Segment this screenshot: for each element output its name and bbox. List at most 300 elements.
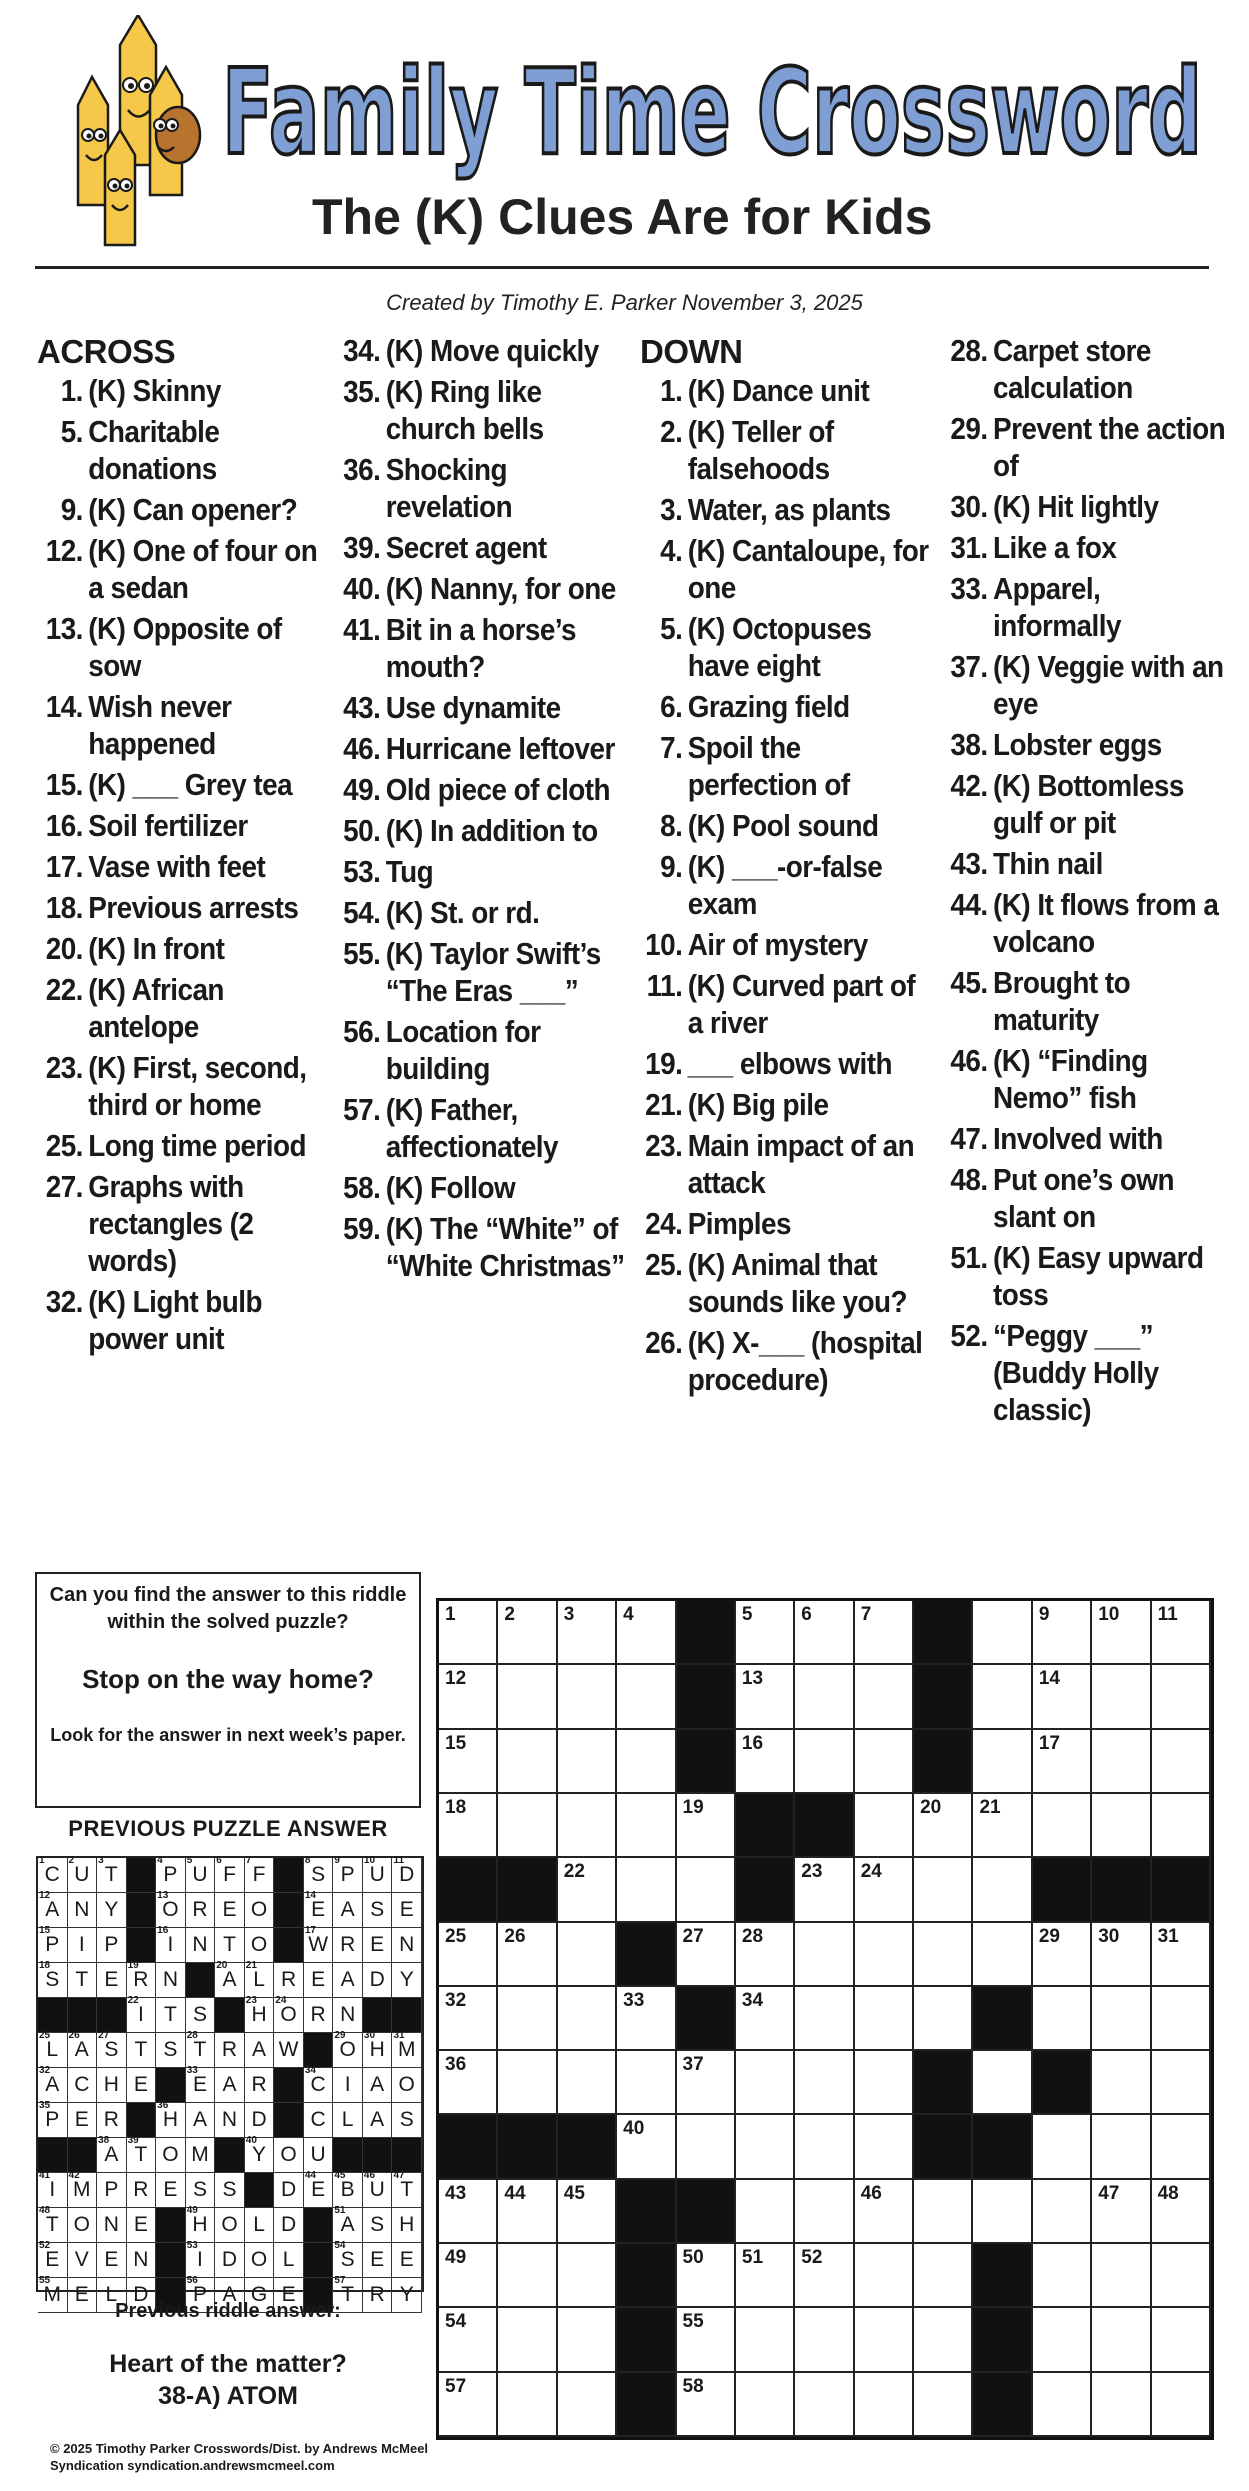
- grid-cell[interactable]: [855, 2051, 914, 2115]
- grid-cell[interactable]: [914, 1794, 973, 1858]
- grid-cell[interactable]: [439, 1794, 498, 1858]
- prev-grid-letter: P: [163, 1863, 178, 1886]
- cell-number: 14: [1038, 1668, 1060, 1690]
- clue: [338, 373, 631, 447]
- cell-number: 23: [801, 1861, 823, 1883]
- grid-cell[interactable]: [439, 2244, 498, 2308]
- prev-grid-cell: [274, 2173, 304, 2208]
- grid-cell[interactable]: [677, 1858, 736, 1922]
- prev-grid-letter: N: [221, 2108, 238, 2131]
- prev-grid-letter: R: [221, 2038, 238, 2061]
- cell-number: 10: [1098, 1604, 1120, 1625]
- clue-text: Location for building: [385, 1014, 541, 1086]
- prev-grid-letter: R: [369, 2283, 385, 2306]
- prev-cell-number: 45: [334, 2170, 346, 2181]
- grid-cell[interactable]: [558, 2051, 617, 2115]
- grid-cell[interactable]: [677, 1923, 736, 1987]
- grid-cell[interactable]: [1092, 1987, 1151, 2051]
- grid-cell[interactable]: [914, 1987, 973, 2051]
- grid-cell[interactable]: [677, 2373, 736, 2437]
- grid-cell[interactable]: [439, 1665, 498, 1729]
- clue: [640, 688, 933, 725]
- grid-cell[interactable]: [855, 1923, 914, 1987]
- grid-cell[interactable]: [439, 2373, 498, 2437]
- grid-cell[interactable]: [498, 1794, 557, 1858]
- grid-cell[interactable]: [498, 2373, 557, 2437]
- grid-block: [914, 2115, 973, 2179]
- grid-cell[interactable]: [973, 2051, 1032, 2115]
- cell-number: 57: [445, 2375, 467, 2397]
- grid-cell[interactable]: [736, 1923, 795, 1987]
- prev-grid-letter: E: [45, 2248, 60, 2271]
- grid-cell[interactable]: [795, 1923, 854, 1987]
- prev-grid-cell: [97, 1893, 127, 1928]
- clue-text: Water, as plants: [687, 492, 891, 527]
- grid-block: [973, 2373, 1032, 2437]
- grid-cell[interactable]: [1033, 2115, 1092, 2179]
- prev-cell-number: 3: [98, 1855, 104, 1866]
- clue-text: (K) ___-or-false exam: [687, 849, 883, 921]
- prev-cell-number: 57: [334, 2275, 346, 2286]
- prev-grid-cell: [333, 1998, 363, 2033]
- grid-cell[interactable]: [677, 2308, 736, 2372]
- grid-cell[interactable]: [1152, 1730, 1211, 1794]
- prev-grid-letter: E: [133, 2213, 148, 2236]
- clue-number: 2.: [660, 414, 683, 449]
- clue-text: Thin nail: [993, 846, 1103, 881]
- grid-cell[interactable]: [1152, 2115, 1211, 2179]
- grid-cell[interactable]: [795, 2373, 854, 2437]
- cell-number: 15: [445, 1732, 467, 1754]
- grid-block: [498, 1858, 557, 1922]
- grid-cell[interactable]: [558, 1858, 617, 1922]
- prev-cell-number: 21: [245, 1960, 257, 1971]
- grid-cell[interactable]: [617, 2051, 676, 2115]
- grid-cell[interactable]: [439, 1730, 498, 1794]
- prev-grid-cell: [245, 1893, 275, 1928]
- grid-cell[interactable]: [558, 2308, 617, 2372]
- prev-grid-cell: [156, 2138, 186, 2173]
- clue-number: 48.: [950, 1162, 988, 1197]
- grid-cell[interactable]: [1092, 1730, 1151, 1794]
- prev-grid-cell: [186, 2240, 216, 2278]
- grid-cell[interactable]: [736, 2308, 795, 2372]
- prev-grid-letter: V: [74, 2248, 89, 2271]
- grid-cell[interactable]: [1092, 1601, 1151, 1665]
- grid-cell[interactable]: [677, 2244, 736, 2308]
- grid-cell[interactable]: [795, 2244, 854, 2308]
- grid-cell[interactable]: [1152, 1601, 1211, 1665]
- cell-number: 47: [1098, 2182, 1120, 2204]
- grid-cell[interactable]: [498, 1730, 557, 1794]
- prev-grid-cell: [38, 1960, 68, 1998]
- grid-cell[interactable]: [1092, 1923, 1151, 1987]
- grid-cell[interactable]: [1033, 2180, 1092, 2244]
- grid-cell[interactable]: [1092, 1665, 1151, 1729]
- prev-grid-cell: [392, 1963, 422, 1998]
- grid-cell[interactable]: [439, 2180, 498, 2244]
- grid-cell[interactable]: [439, 2051, 498, 2115]
- clues-column-4: [939, 332, 1249, 1432]
- clue: [338, 1091, 631, 1165]
- grid-cell[interactable]: [1092, 2180, 1151, 2244]
- prev-cell-number: 2: [68, 1855, 75, 1866]
- grid-cell[interactable]: [1033, 1794, 1092, 1858]
- grid-cell[interactable]: [973, 2180, 1032, 2244]
- cell-number: 49: [445, 2247, 467, 2269]
- grid-cell[interactable]: [498, 1987, 557, 2051]
- prev-grid-block: [127, 2103, 157, 2138]
- prev-grid-cell: [186, 1855, 216, 1893]
- grid-cell[interactable]: [973, 1858, 1032, 1922]
- prev-cell-number: 25: [39, 2030, 51, 2041]
- grid-cell[interactable]: [795, 1987, 854, 2051]
- clue: [939, 410, 1232, 484]
- grid-cell[interactable]: [498, 1665, 557, 1729]
- clue: [338, 894, 631, 931]
- prev-grid-letter: T: [104, 1863, 118, 1886]
- prev-grid-cell: [156, 2173, 186, 2208]
- clue-text: (K) ___ Grey tea: [88, 767, 293, 802]
- grid-cell[interactable]: [1033, 2308, 1092, 2372]
- grid-cell[interactable]: [914, 1923, 973, 1987]
- grid-cell[interactable]: [439, 1923, 498, 1987]
- grid-cell[interactable]: [1152, 1794, 1211, 1858]
- prev-cell-number: 10: [363, 1855, 376, 1866]
- grid-cell[interactable]: [914, 2373, 973, 2437]
- grid-cell[interactable]: [1152, 2051, 1211, 2115]
- prev-grid-cell: [333, 2240, 363, 2278]
- grid-cell[interactable]: [558, 1665, 617, 1729]
- clue-text: Shocking revelation: [385, 452, 513, 524]
- grid-cell[interactable]: [736, 2373, 795, 2437]
- clue-number: 46.: [343, 731, 381, 766]
- prev-grid-letter: D: [369, 1968, 385, 1991]
- grid-cell[interactable]: [914, 1858, 973, 1922]
- grid-cell[interactable]: [855, 2373, 914, 2437]
- grid-cell[interactable]: [677, 2051, 736, 2115]
- prev-grid-cell: [68, 2103, 98, 2138]
- prev-grid-block: [186, 1963, 216, 1998]
- prev-grid-cell: [392, 1855, 422, 1893]
- cell-number: 28: [741, 1925, 764, 1947]
- grid-cell[interactable]: [914, 2308, 973, 2372]
- grid-cell[interactable]: [736, 1665, 795, 1729]
- clue-number: 10.: [645, 927, 683, 962]
- grid-cell[interactable]: [617, 1730, 676, 1794]
- prev-grid-letter: O: [280, 2143, 297, 2166]
- prev-grid-cell: [215, 2243, 245, 2278]
- prev-grid-letter: A: [340, 1898, 355, 1921]
- grid-cell[interactable]: [855, 2244, 914, 2308]
- grid-cell[interactable]: [558, 1730, 617, 1794]
- grid-cell[interactable]: [677, 2115, 736, 2179]
- grid-cell[interactable]: [795, 1601, 854, 1665]
- grid-cell[interactable]: [498, 2308, 557, 2372]
- clue-text: (K) First, second, third or home: [88, 1050, 307, 1122]
- grid-cell[interactable]: [855, 2308, 914, 2372]
- clue-number: 42.: [950, 768, 988, 803]
- cell-number: 46: [860, 2182, 882, 2204]
- prev-grid-letter: E: [311, 2178, 326, 2201]
- prev-grid-cell: [156, 1963, 186, 1998]
- prev-grid-cell: [304, 2103, 334, 2138]
- grid-cell[interactable]: [1033, 1665, 1092, 1729]
- prev-grid-block: [274, 1928, 304, 1963]
- grid-cell[interactable]: [617, 2115, 676, 2179]
- grid-cell[interactable]: [1033, 1987, 1092, 2051]
- grid-cell[interactable]: [795, 1665, 854, 1729]
- grid-cell[interactable]: [498, 2244, 557, 2308]
- grid-cell[interactable]: [855, 1987, 914, 2051]
- clue-number: 28.: [950, 333, 988, 368]
- prev-grid-cell: [97, 1963, 127, 1998]
- grid-cell[interactable]: [973, 1730, 1032, 1794]
- prev-grid-cell: [156, 1855, 186, 1893]
- grid-cell[interactable]: [914, 2244, 973, 2308]
- grid-cell[interactable]: [1092, 2051, 1151, 2115]
- prev-cell-number: 40: [245, 2135, 257, 2146]
- prev-grid-cell: [304, 2065, 334, 2103]
- grid-cell[interactable]: [973, 1601, 1032, 1665]
- prev-grid-cell: [156, 1925, 186, 1963]
- clue-text: (K) St. or rd.: [385, 895, 540, 930]
- clue: [37, 930, 330, 967]
- prev-cell-number: 16: [157, 1925, 169, 1936]
- grid-cell[interactable]: [1033, 2373, 1092, 2437]
- grid-cell[interactable]: [1033, 1923, 1092, 1987]
- clue-number: 32.: [45, 1284, 83, 1319]
- grid-cell[interactable]: [1092, 2308, 1151, 2372]
- cell-number: 17: [1038, 1732, 1060, 1754]
- grid-cell[interactable]: [1092, 1794, 1151, 1858]
- grid-cell[interactable]: [439, 1601, 498, 1665]
- prev-grid-cell: [215, 1928, 245, 1963]
- grid-cell[interactable]: [914, 2180, 973, 2244]
- prev-grid-letter: M: [43, 2283, 62, 2306]
- clue: [640, 807, 933, 844]
- clue-text: (K) Taylor Swift’s “The Eras ___”: [385, 936, 601, 1008]
- prev-grid-letter: O: [162, 1898, 179, 1921]
- grid-cell[interactable]: [795, 2308, 854, 2372]
- cell-number: 27: [682, 1925, 704, 1947]
- prev-grid-letter: N: [192, 1933, 208, 1956]
- clue-number: 43.: [950, 846, 988, 881]
- clue-text: (K) Father, affectionately: [385, 1092, 558, 1164]
- grid-cell[interactable]: [498, 1601, 557, 1665]
- clue-text: (K) Bottomless gulf or pit: [993, 768, 1184, 840]
- grid-cell[interactable]: [617, 1987, 676, 2051]
- prev-grid-letter: R: [103, 2108, 119, 2131]
- prev-grid-cell: [304, 1925, 334, 1963]
- grid-cell[interactable]: [973, 1794, 1032, 1858]
- clue: [338, 1210, 631, 1284]
- grid-cell[interactable]: [1152, 2308, 1211, 2372]
- grid-cell[interactable]: [1152, 1665, 1211, 1729]
- clue-text: (K) Hit lightly: [993, 489, 1159, 524]
- grid-cell[interactable]: [795, 1858, 854, 1922]
- grid-cell[interactable]: [439, 1987, 498, 2051]
- prev-grid-letter: S: [311, 1863, 326, 1886]
- grid-cell[interactable]: [498, 1923, 557, 1987]
- prev-grid-letter: R: [251, 2073, 267, 2096]
- clue: [939, 1042, 1232, 1116]
- prev-cell-number: 49: [186, 2205, 198, 2216]
- grid-cell[interactable]: [1033, 1601, 1092, 1665]
- grid-cell[interactable]: [617, 1665, 676, 1729]
- clue-number: 26.: [645, 1325, 683, 1360]
- clue: [640, 372, 933, 409]
- grid-cell[interactable]: [1152, 1923, 1211, 1987]
- clue-number: 54.: [343, 895, 381, 930]
- previous-riddle-label: Previous riddle answer:: [115, 2300, 341, 2322]
- prev-grid-letter: F: [252, 1863, 266, 1886]
- grid-cell[interactable]: [1152, 2373, 1211, 2437]
- grid-cell[interactable]: [617, 1794, 676, 1858]
- prev-grid-cell: [97, 1928, 127, 1963]
- grid-cell[interactable]: [558, 2373, 617, 2437]
- grid-cell[interactable]: [1033, 1730, 1092, 1794]
- clue-text: (K) Pool sound: [687, 808, 879, 843]
- cell-number: 29: [1038, 1925, 1060, 1947]
- crossword-grid[interactable]: [436, 1598, 1214, 2440]
- grid-cell[interactable]: [558, 1987, 617, 2051]
- clue-text: Put one’s own slant on: [993, 1162, 1175, 1234]
- prev-cell-number: 12: [39, 1890, 51, 1901]
- prev-grid-cell: [363, 2170, 393, 2208]
- clue: [37, 1168, 330, 1279]
- grid-cell[interactable]: [795, 2180, 854, 2244]
- grid-cell[interactable]: [677, 1794, 736, 1858]
- grid-cell[interactable]: [795, 1730, 854, 1794]
- grid-cell[interactable]: [736, 1987, 795, 2051]
- prev-grid-cell: [215, 1855, 245, 1893]
- grid-cell[interactable]: [498, 2180, 557, 2244]
- prev-grid-cell: [274, 2033, 304, 2068]
- prev-grid-letter: E: [74, 2283, 89, 2306]
- prev-grid-letter: L: [46, 2038, 59, 2061]
- prev-grid-cell: [215, 2173, 245, 2208]
- prev-grid-letter: L: [105, 2283, 118, 2306]
- grid-block: [439, 1858, 498, 1922]
- prev-grid-cell: [38, 2030, 68, 2068]
- prev-grid-block: [274, 2068, 304, 2103]
- grid-cell[interactable]: [617, 1601, 676, 1665]
- prev-grid-cell: [274, 2208, 304, 2243]
- prev-grid-letter: S: [104, 2038, 119, 2061]
- grid-cell[interactable]: [736, 2115, 795, 2179]
- grid-cell[interactable]: [736, 1730, 795, 1794]
- grid-cell[interactable]: [855, 2115, 914, 2179]
- prev-cell-number: 31: [393, 2030, 405, 2041]
- grid-cell[interactable]: [1152, 1987, 1211, 2051]
- grid-cell[interactable]: [558, 1794, 617, 1858]
- prev-grid-block: [156, 2068, 186, 2103]
- grid-cell[interactable]: [795, 2051, 854, 2115]
- prev-grid-letter: T: [45, 2213, 59, 2236]
- grid-cell[interactable]: [736, 2180, 795, 2244]
- prev-grid-letter: A: [222, 2073, 237, 2096]
- clue-number: 12.: [45, 533, 83, 568]
- clue-number: 43.: [343, 690, 381, 725]
- grid-cell[interactable]: [1092, 2373, 1151, 2437]
- prev-grid-block: [304, 2208, 334, 2243]
- grid-cell[interactable]: [855, 1601, 914, 1665]
- prev-cell-number: 54: [334, 2240, 346, 2251]
- grid-cell[interactable]: [973, 1923, 1032, 1987]
- prev-grid-block: [333, 2138, 363, 2173]
- clue-text: Brought to maturity: [993, 965, 1131, 1037]
- grid-cell[interactable]: [736, 2244, 795, 2308]
- grid-block: [677, 1987, 736, 2051]
- grid-block: [736, 1858, 795, 1922]
- prev-cell-number: 38: [98, 2135, 110, 2146]
- clue-number: 16.: [45, 808, 83, 843]
- grid-cell[interactable]: [617, 1858, 676, 1922]
- grid-cell[interactable]: [973, 1665, 1032, 1729]
- prev-grid-cell: [333, 2205, 363, 2243]
- prev-grid-cell: [68, 1855, 98, 1893]
- grid-cell[interactable]: [1033, 2244, 1092, 2308]
- prev-grid-cell: [363, 2208, 393, 2243]
- grid-cell[interactable]: [855, 2180, 914, 2244]
- grid-cell[interactable]: [558, 2180, 617, 2244]
- grid-cell[interactable]: [855, 1858, 914, 1922]
- grid-cell[interactable]: [439, 2308, 498, 2372]
- grid-cell[interactable]: [1152, 2180, 1211, 2244]
- prev-cell-number: 39: [127, 2135, 139, 2146]
- grid-cell[interactable]: [498, 2051, 557, 2115]
- clue-number: 9.: [60, 492, 83, 527]
- grid-cell[interactable]: [855, 1665, 914, 1729]
- clue-text: Graphs with rectangles (2 words): [88, 1169, 254, 1278]
- clue-text: Old piece of cloth: [385, 772, 611, 807]
- clue: [37, 848, 330, 885]
- clue-number: 7.: [660, 730, 683, 765]
- grid-cell[interactable]: [855, 1730, 914, 1794]
- grid-cell[interactable]: [1152, 2244, 1211, 2308]
- clue-text: Charitable donations: [88, 414, 220, 486]
- prev-grid-letter: I: [167, 1933, 174, 1956]
- prev-grid-cell: [333, 1855, 363, 1893]
- grid-cell[interactable]: [736, 1601, 795, 1665]
- grid-cell[interactable]: [795, 2115, 854, 2179]
- clue: [37, 491, 330, 528]
- prev-cell-number: 51: [334, 2205, 346, 2216]
- grid-cell[interactable]: [1092, 2244, 1151, 2308]
- clue: [640, 1205, 933, 1242]
- prev-grid-block: [274, 1893, 304, 1928]
- prev-grid-letter: E: [281, 2283, 296, 2306]
- cell-number: 2: [504, 1604, 515, 1625]
- grid-cell[interactable]: [558, 1923, 617, 1987]
- prev-grid-cell: [274, 2138, 304, 2173]
- clue-number: 13.: [45, 611, 83, 646]
- cell-number: 6: [801, 1604, 812, 1625]
- prev-cell-number: 15: [39, 1925, 51, 1936]
- prev-grid-cell: [156, 1890, 186, 1928]
- clue-text: Lobster eggs: [993, 727, 1162, 762]
- grid-cell[interactable]: [558, 1601, 617, 1665]
- prev-grid-block: [304, 2033, 334, 2068]
- grid-cell[interactable]: [736, 2051, 795, 2115]
- grid-cell[interactable]: [855, 1794, 914, 1858]
- prev-grid-letter: E: [74, 2108, 89, 2131]
- clues-column-1: [37, 332, 362, 1361]
- grid-cell[interactable]: [1092, 2115, 1151, 2179]
- grid-cell[interactable]: [558, 2244, 617, 2308]
- prev-grid-letter: U: [74, 1863, 90, 1886]
